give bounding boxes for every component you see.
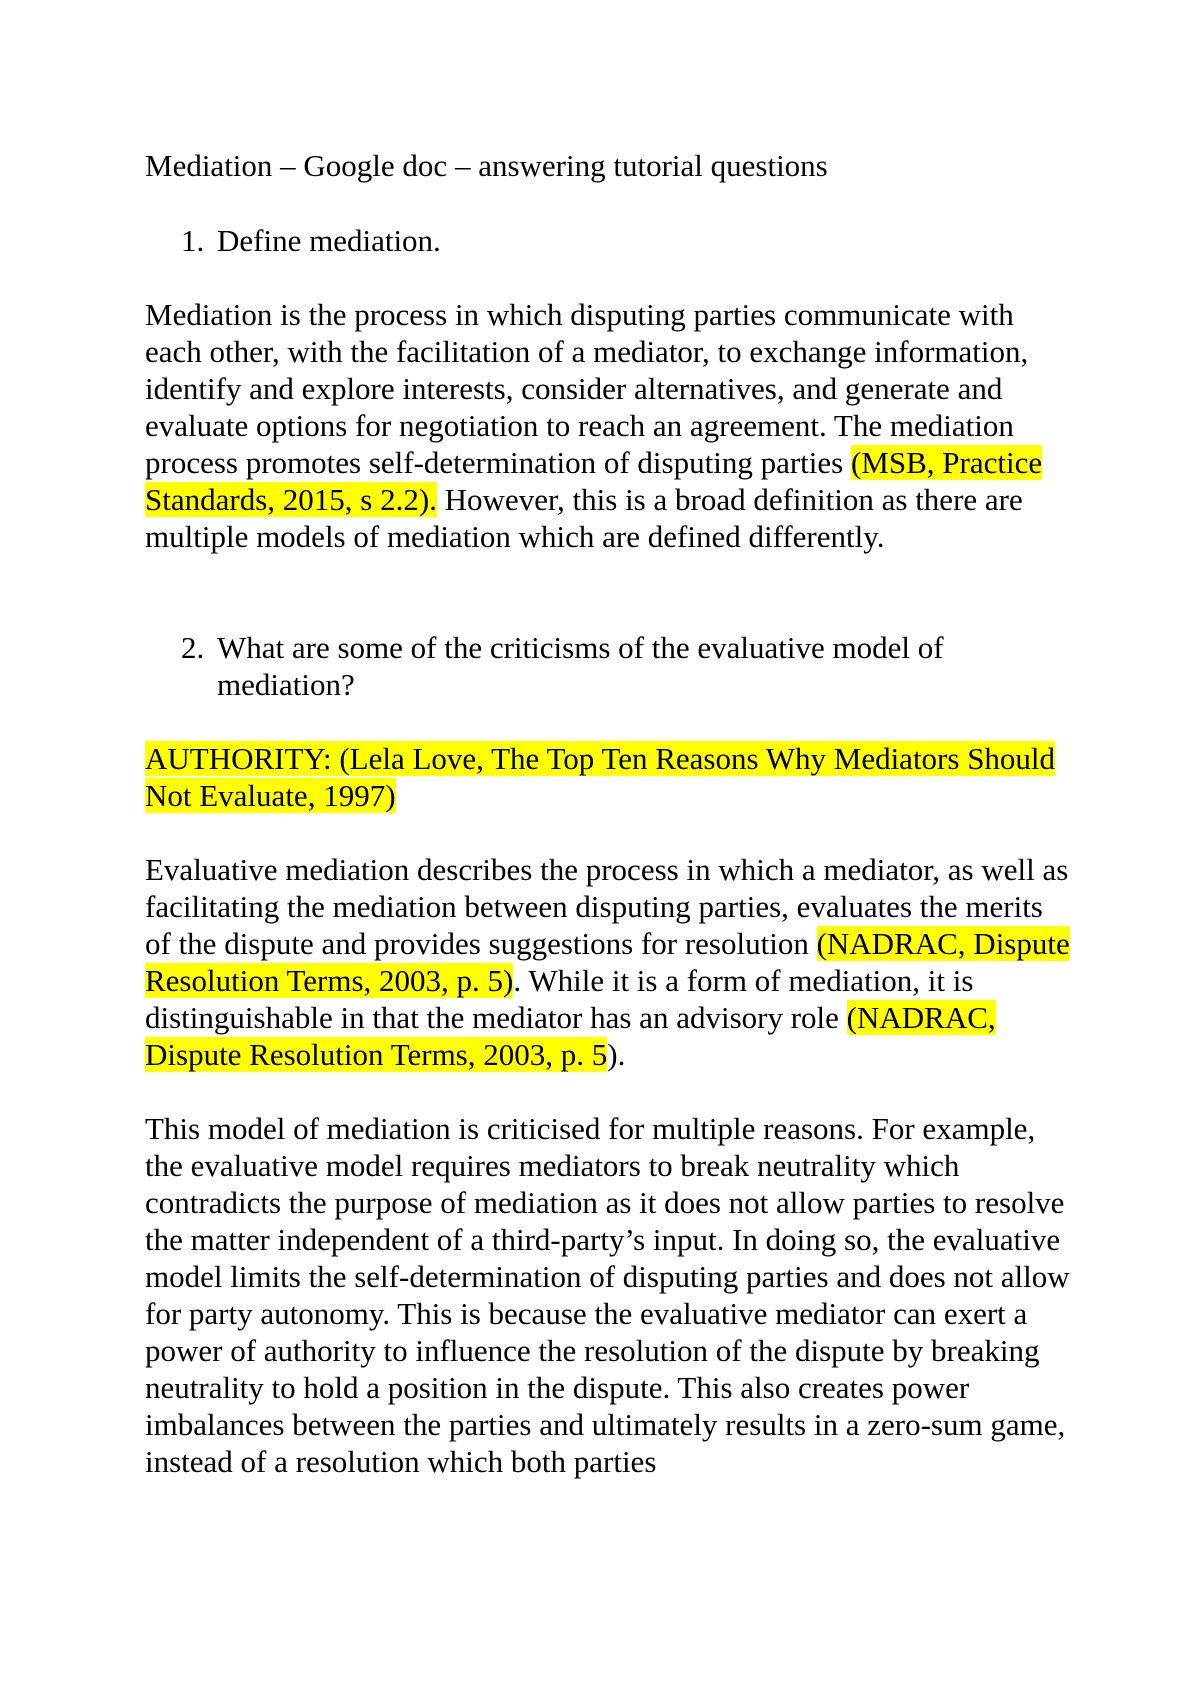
answer-1-citation: (MSB, Practice Standards, 2015, s 2.2). bbox=[145, 445, 1043, 517]
answer-2a-citation-1: (NADRAC, Dispute Resolution Terms, 2003, p. 5) bbox=[145, 926, 1070, 998]
authority-citation: AUTHORITY: (Lela Love, The Top Ten Reasons Why Mediators Should Not Evaluate, 1997) bbox=[145, 741, 1056, 813]
answer-2a-text-end: ). bbox=[607, 1037, 626, 1072]
document-body bbox=[145, 147, 1075, 1480]
answer-2a-text: Evaluative mediation describes the process in which a mediator, as well as facilitating the mediation between disputing parties, evaluates the merits of the dispute and provides suggestions for resolution bbox=[145, 852, 1069, 961]
question-2 bbox=[145, 629, 1075, 703]
document-title: Mediation – Google doc – answering tutorial questions bbox=[145, 148, 828, 183]
question-2-text: What are some of the criticisms of the evaluative model of mediation? bbox=[217, 630, 944, 702]
question-2-number: 2. bbox=[181, 630, 205, 665]
answer-1-text-continued: However, this is a broad definition as there are multiple models of mediation which are defined differently. bbox=[145, 482, 1023, 554]
question-1-text: Define mediation. bbox=[217, 223, 441, 258]
authority-paragraph bbox=[145, 740, 1075, 814]
answer-1-paragraph bbox=[145, 296, 1075, 555]
answer-2-paragraph-1 bbox=[145, 851, 1075, 1073]
question-1 bbox=[145, 222, 1075, 259]
answer-2a-citation-2: (NADRAC, Dispute Resolution Terms, 2003, p. 5 bbox=[145, 1000, 996, 1072]
answer-2-paragraph-2: This model of mediation is criticised for multiple reasons. For example, the evaluative model requires mediators to break neutrality which contradicts the purpose of mediation as it does not allow parties to resolve the matter independent of a third-party’s input. In doing so, the evaluative model limits the self-determination of disputing parties and does not allow for party autonomy. This is because the evaluative mediator can exert a power of authority to influence the resolution of the dispute by breaking neutrality to hold a position in the dispute. This also creates power imbalances between the parties and ultimately results in a zero-sum game, instead of a resolution which both parties bbox=[145, 1111, 1070, 1479]
question-1-number: 1. bbox=[181, 223, 205, 258]
answer-2a-text-continued: . While it is a form of mediation, it is distinguishable in that the mediator has an advisory role bbox=[145, 963, 974, 1035]
answer-1-text: Mediation is the process in which disputing parties communicate with each other, with the facilitation of a mediator, to exchange information, identify and explore interests, consider alternatives, and generate and evaluate options for negotiation to reach an agreement. The mediation process promotes self-determination of disputing parties bbox=[145, 297, 1029, 480]
